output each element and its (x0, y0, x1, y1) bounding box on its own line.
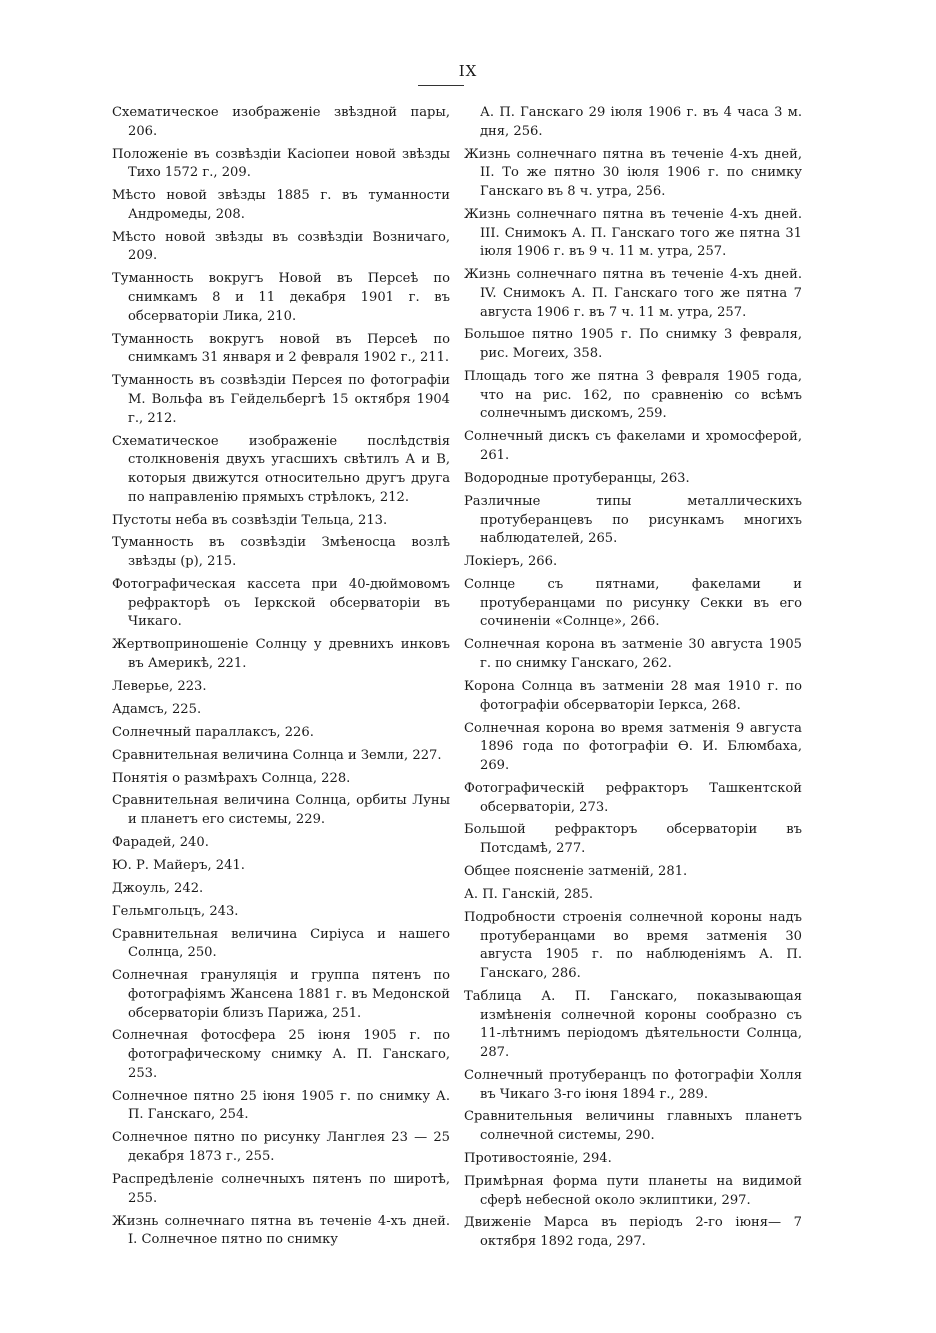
index-entry: Джоуль, 242. (112, 880, 204, 896)
right-column (464, 104, 802, 1256)
index-entry: Солнце съ пятнами, факелами и протуберанцами по рисунку Секки въ его сочиненіи «Солнце», 266. (464, 577, 802, 630)
index-entry: Туманность вокругъ Новой въ Персеѣ по снимкамъ 8 и 11 декабря 1901 г. въ обсерваторіи Лика, 210. (112, 271, 450, 324)
index-entry: Противостояніе, 294. (464, 1150, 612, 1166)
index-entry: Мѣсто новой звѣзды въ созвѣздіи Возничаго, 209. (112, 229, 450, 264)
index-entry: Корона Солнца въ затменіи 28 мая 1910 г. по фотографіи обсерваторіи Іеркса, 268. (464, 678, 802, 713)
index-entry-continuation: А. П. Ганскаго 29 іюля 1906 г. въ 4 часа 3 м. дня, 256. (480, 105, 802, 139)
index-entry: Ю. Р. Майеръ, 241. (112, 857, 245, 873)
index-entry: Различные типы металлическихъ протуберанцевъ по рисункамъ многихъ наблюдателей, 265. (464, 493, 802, 547)
index-entry: Схематическое изображеніе звѣздной пары, 206. (112, 105, 450, 139)
index-entry: Большой рефракторъ обсерваторіи въ Потсдамѣ, 277. (464, 822, 802, 857)
index-entry: Солнечная грануляція и группа пятенъ по фотографіямъ Жансена 1881 г. въ Медонской обсерваторіи близъ Парижа, 251. (112, 968, 450, 1021)
index-entry: Общее поясненіе затменій, 281. (464, 864, 688, 880)
index-entry: Пустоты неба въ созвѣздіи Тельца, 213. (112, 512, 388, 528)
index-entry: Положеніе въ созвѣздіи Касіопеи новой звѣзды Тихо 1572 г., 209. (112, 146, 450, 181)
index-entry: Распредѣленіе солнечныхъ пятенъ по широтѣ, 255. (112, 1171, 450, 1206)
index-entry: Фарадей, 240. (112, 834, 209, 850)
index-entry: Сравнительная величина Сиріуса и нашего Солнца, 250. (112, 926, 450, 961)
left-column (112, 104, 450, 1254)
index-entry: Жизнь солнечнаго пятна въ теченіе 4-хъ дней, II. То же пятно 30 іюля 1906 г. по снимку Ганскаго въ 8 ч. утра, 256. (464, 146, 802, 199)
index-entry: Солнечное пятно 25 іюня 1905 г. по снимку А. П. Ганскаго, 254. (112, 1088, 450, 1123)
index-entry: Жизнь солнечнаго пятна въ теченіе 4-хъ дней. IV. Снимокъ А. П. Ганскаго того же пятна 7 августа 1906 г. въ 7 ч. 11 м. утра, 257. (464, 267, 802, 320)
index-entry: Солнечная фотосфера 25 іюня 1905 г. по фотографическому снимку А. П. Ганскаго, 253. (112, 1028, 450, 1081)
header-rule (418, 85, 464, 86)
index-entry: Движеніе Марса въ періодъ 2-го іюня— 7 октября 1892 года, 297. (464, 1215, 802, 1250)
index-entry: Солнечная корона во время затменія 9 августа 1896 года по фотографіи Ѳ. И. Блюмбаха, 269. (464, 720, 802, 773)
index-entry: Солнечный дискъ съ факелами и хромосферой, 261. (464, 429, 802, 464)
index-entry: Водородные протуберанцы, 263. (464, 470, 690, 486)
index-entry: Жизнь солнечнаго пятна въ теченіе 4-хъ дней. III. Снимокъ А. П. Ганскаго того же пятна 31 іюля 1906 г. въ 9 ч. 11 м. утра, 257. (464, 206, 802, 260)
index-entry: Примѣрная форма пути планеты на видимой сферѣ небесной около эклиптики, 297. (464, 1173, 802, 1208)
index-entry: Сравнительная величина Солнца и Земли, 227. (112, 747, 442, 763)
index-entry: Большое пятно 1905 г. По снимку 3 февраля, рис. Могеих, 358. (464, 327, 802, 362)
index-entry: Понятія о размѣрахъ Солнца, 228. (112, 770, 351, 786)
index-entry: Жизнь солнечнаго пятна въ теченіе 4-хъ дней. І. Солнечное пятно по снимку (112, 1213, 450, 1248)
index-entry: Схематическое изображеніе послѣдствія столкновенія двухъ угасшихъ свѣтилъ A и B, которыя движутся относительно другъ друга по направленію прямыхъ стрѣлокъ, 212. (112, 433, 450, 505)
index-entry: Площадь того же пятна 3 февраля 1905 года, что на рис. 162, по сравненію со всѣмъ солнечнымъ дискомъ, 259. (464, 369, 802, 422)
index-entry: Туманность вокругъ новой въ Персеѣ по снимкамъ 31 января и 2 февраля 1902 г., 211. (112, 331, 450, 366)
index-entry: Солнечный протуберанцъ по фотографіи Холля въ Чикаго 3-го іюня 1894 г., 289. (464, 1067, 802, 1102)
index-entry: Туманность въ созвѣздіи Змѣеносца возлѣ звѣзды (p), 215. (112, 535, 450, 570)
index-entry: Солнечное пятно по рисунку Ланглея 23 — 25 декабря 1873 г., 255. (112, 1130, 450, 1165)
index-entry: Локіеръ, 266. (464, 554, 558, 570)
index-entry: Солнечный параллаксъ, 226. (112, 724, 314, 740)
index-entry: Туманность въ созвѣздіи Персея по фотографіи М. Вольфа въ Гейдельбергѣ 15 октября 1904 г., 212. (112, 373, 450, 426)
index-entry: Подробности строенія солнечной короны надъ протуберанцами во время затменія 30 августа 1905 г. по наблюденіямъ А. П. Ганскаго, 286. (464, 909, 802, 981)
index-entry: Гельмгольцъ, 243. (112, 903, 239, 919)
index-entry: Таблица А. П. Ганскаго, показывающая измѣненія солнечной короны сообразно съ 11-лѣтнимъ періодомъ дѣятельности Солнца, 287. (464, 988, 802, 1060)
index-entry: Сравнительныя величины главныхъ планетъ солнечной системы, 290. (464, 1109, 802, 1144)
index-entry: Сравнительная величина Солнца, орбиты Луны и планетъ его системы, 229. (112, 793, 450, 828)
index-entry: Фотографическій рефракторъ Ташкентской обсерваторіи, 273. (464, 780, 802, 815)
index-entry: Жертвоприношеніе Солнцу у древнихъ инковъ въ Америкѣ, 221. (112, 637, 450, 672)
index-entry: Мѣсто новой звѣзды 1885 г. въ туманности Андромеды, 208. (112, 188, 450, 222)
index-entry: Фотографическая кассета при 40-дюймовомъ рефракторѣ оъ Іеркской обсерваторіи въ Чикаго. (112, 577, 450, 630)
index-entry: А. П. Ганскій, 285. (464, 886, 594, 902)
index-entry: Солнечная корона въ затменіе 30 августа 1905 г. по снимку Ганскаго, 262. (464, 637, 802, 672)
index-entry: Леверье, 223. (112, 678, 207, 694)
page-number: IX (458, 62, 478, 80)
index-entry: Адамсъ, 225. (112, 701, 202, 717)
